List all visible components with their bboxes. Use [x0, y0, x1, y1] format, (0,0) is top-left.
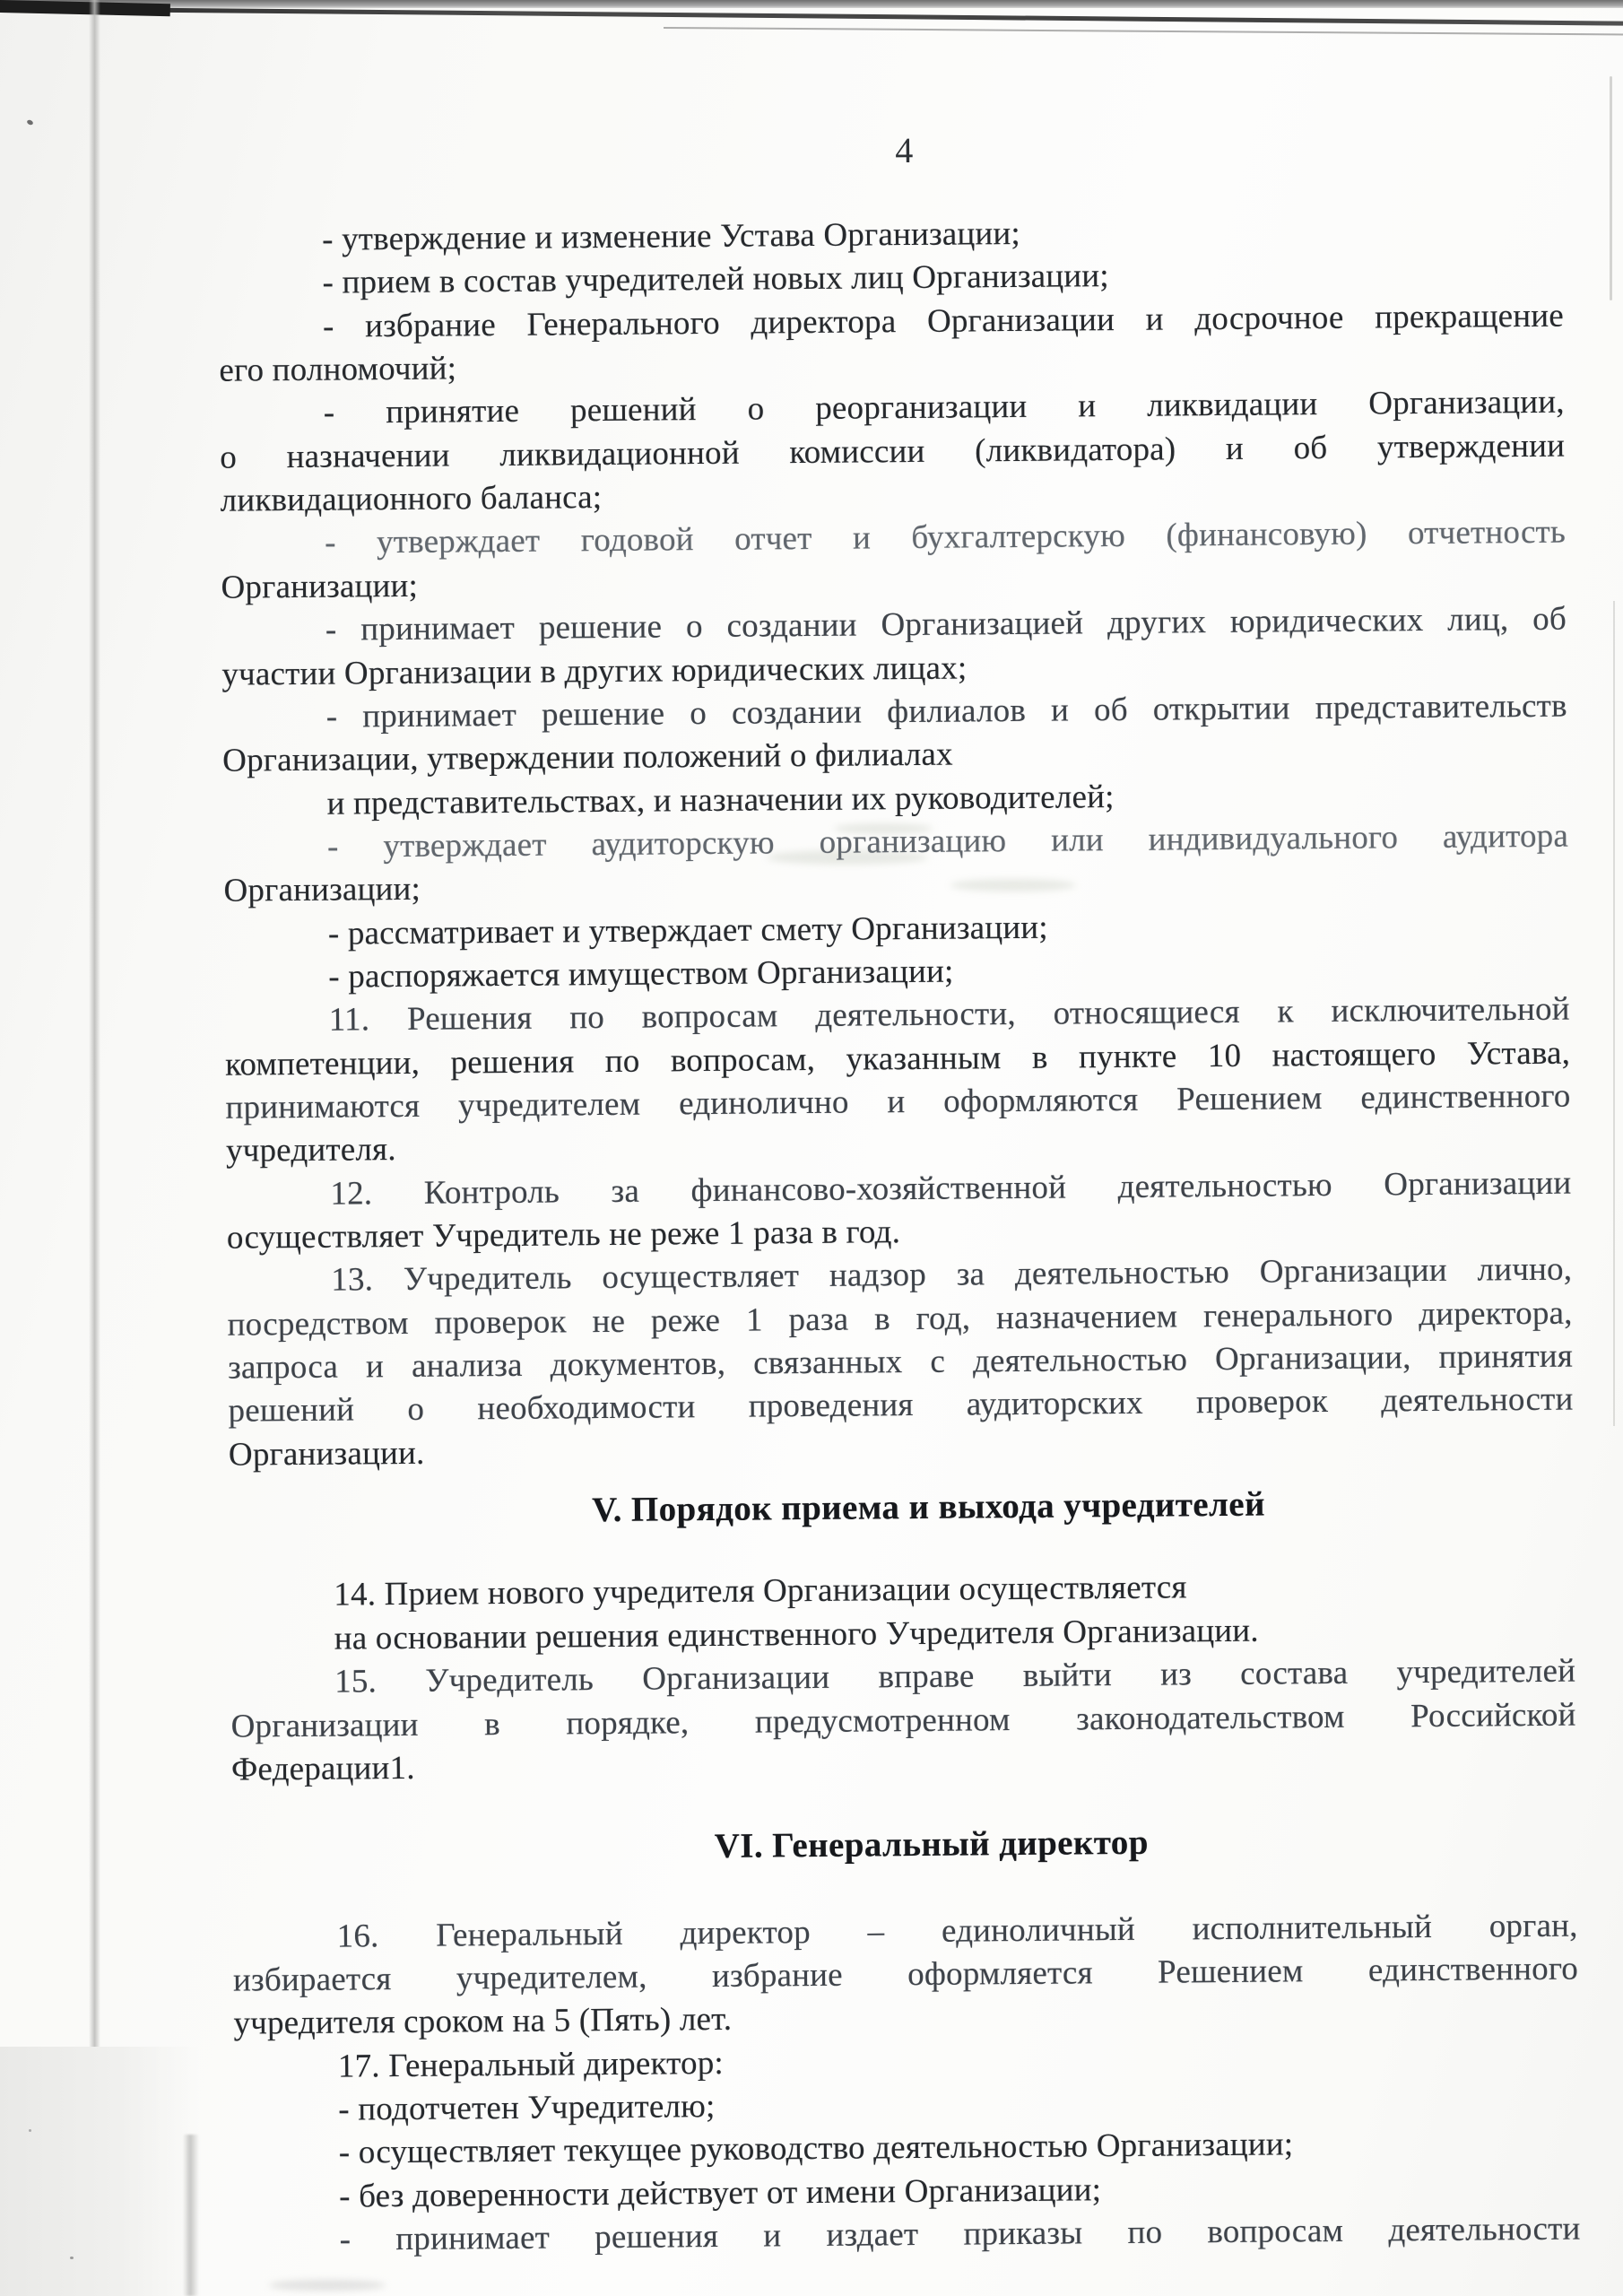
text-line: 12. Контроль за финансово-хозяйственной деятельностью Организации — [330, 1164, 1572, 1213]
text-line: - принимает решения и издает приказы по вопросам деятельности — [339, 2210, 1581, 2258]
text-line: компетенции, решения по вопросам, указанным в пункте 10 настоящего Устава, — [224, 1034, 1571, 1083]
text-line: Организации; — [223, 870, 421, 909]
text-line: - избрание Генерального директора Организации и досрочное прекращение — [322, 297, 1565, 345]
text-line: принимаются учредителем единолично и оформляются Решением единственного — [225, 1077, 1571, 1126]
section-heading: V. Порядок приема и выхода учредителей — [591, 1484, 1266, 1530]
text-line: - распоряжается имуществом Организации; — [328, 952, 954, 996]
text-line: учредителя сроком на 5 (Пять) лет. — [233, 2000, 733, 2042]
text-line: - рассматривает и утверждает смету Организации; — [327, 909, 1048, 952]
text-line: - принятие решений о реорганизации и ликвидации Организации, — [323, 383, 1565, 431]
text-line: ликвидационного баланса; — [220, 479, 603, 519]
section-heading: VI. Генеральный директор — [714, 1822, 1149, 1866]
text-line: учредителя. — [225, 1131, 396, 1170]
text-line: его полномочий; — [219, 350, 457, 389]
text-line: 14. Прием нового учредителя Организации осуществляется — [334, 1569, 1187, 1613]
text-line: - принимает решение о создании филиалов и об открытии представительств — [325, 687, 1567, 735]
text-line: посредством проверок не реже 1 раза в год, назначением генерального директора, — [227, 1294, 1573, 1344]
text-line: участии Организации в других юридических лицах; — [221, 649, 968, 693]
page-number: 4 — [895, 129, 914, 171]
text-line: 15. Учредитель Организации вправе выйти из состава учредителей — [334, 1652, 1576, 1700]
text-line: избирается учредителем, избрание оформляется Решением единственного — [232, 1950, 1579, 1999]
text-line: Организации, утверждении положений о филиалах — [222, 735, 953, 779]
text-line: Организации в порядке, предусмотренном законодательством Российской — [230, 1696, 1576, 1745]
text-line: осуществляет Учредитель не реже 1 раза в год. — [226, 1213, 901, 1257]
text-line: на основании решения единственного Учредителя Организации. — [334, 1612, 1259, 1657]
text-line: 16. Генеральный директор – единоличный исполнительный орган, — [336, 1907, 1578, 1955]
text-line: 13. Учредитель осуществляет надзор за деятельностью Организации лично, — [331, 1250, 1573, 1299]
text-line: - подотчетен Учредителю; — [338, 2087, 716, 2128]
text-line: Организации; — [221, 567, 419, 606]
text-line: - утверждает аудиторскую организацию или индивидуального аудитора — [326, 817, 1569, 865]
text-line: Организации. — [228, 1434, 425, 1474]
text-line: - утверждение и изменение Устава Организации; — [321, 214, 1021, 258]
text-line: 11. Решения по вопросам деятельности, относящиеся к исключительной — [328, 990, 1570, 1039]
text-line: - без доверенности действует от имени Организации; — [339, 2171, 1102, 2215]
text-line: Федерации1. — [230, 1749, 415, 1788]
text-line: и представительствах, и назначении их руководителей; — [326, 778, 1115, 822]
text-line: о назначении ликвидационной комиссии (ликвидатора) и об утверждении — [220, 427, 1566, 476]
text-line: решений о необходимости проведения аудиторских проверок деятельности — [228, 1380, 1574, 1430]
text-line: 17. Генеральный директор: — [337, 2044, 725, 2085]
text-line: запроса и анализа документов, связанных с деятельностью Организации, принятия — [227, 1337, 1574, 1387]
text-line: - утверждает годовой отчет и бухгалтерскую (финансовую) отчетность — [324, 513, 1567, 561]
text-line: - принимает решение о создании Организацией других юридических лиц, об — [325, 600, 1567, 648]
text-line: - прием в состав учредителей новых лиц Организации; — [322, 257, 1109, 301]
text-line: - осуществляет текущее руководство деятельностью Организации; — [338, 2126, 1294, 2171]
